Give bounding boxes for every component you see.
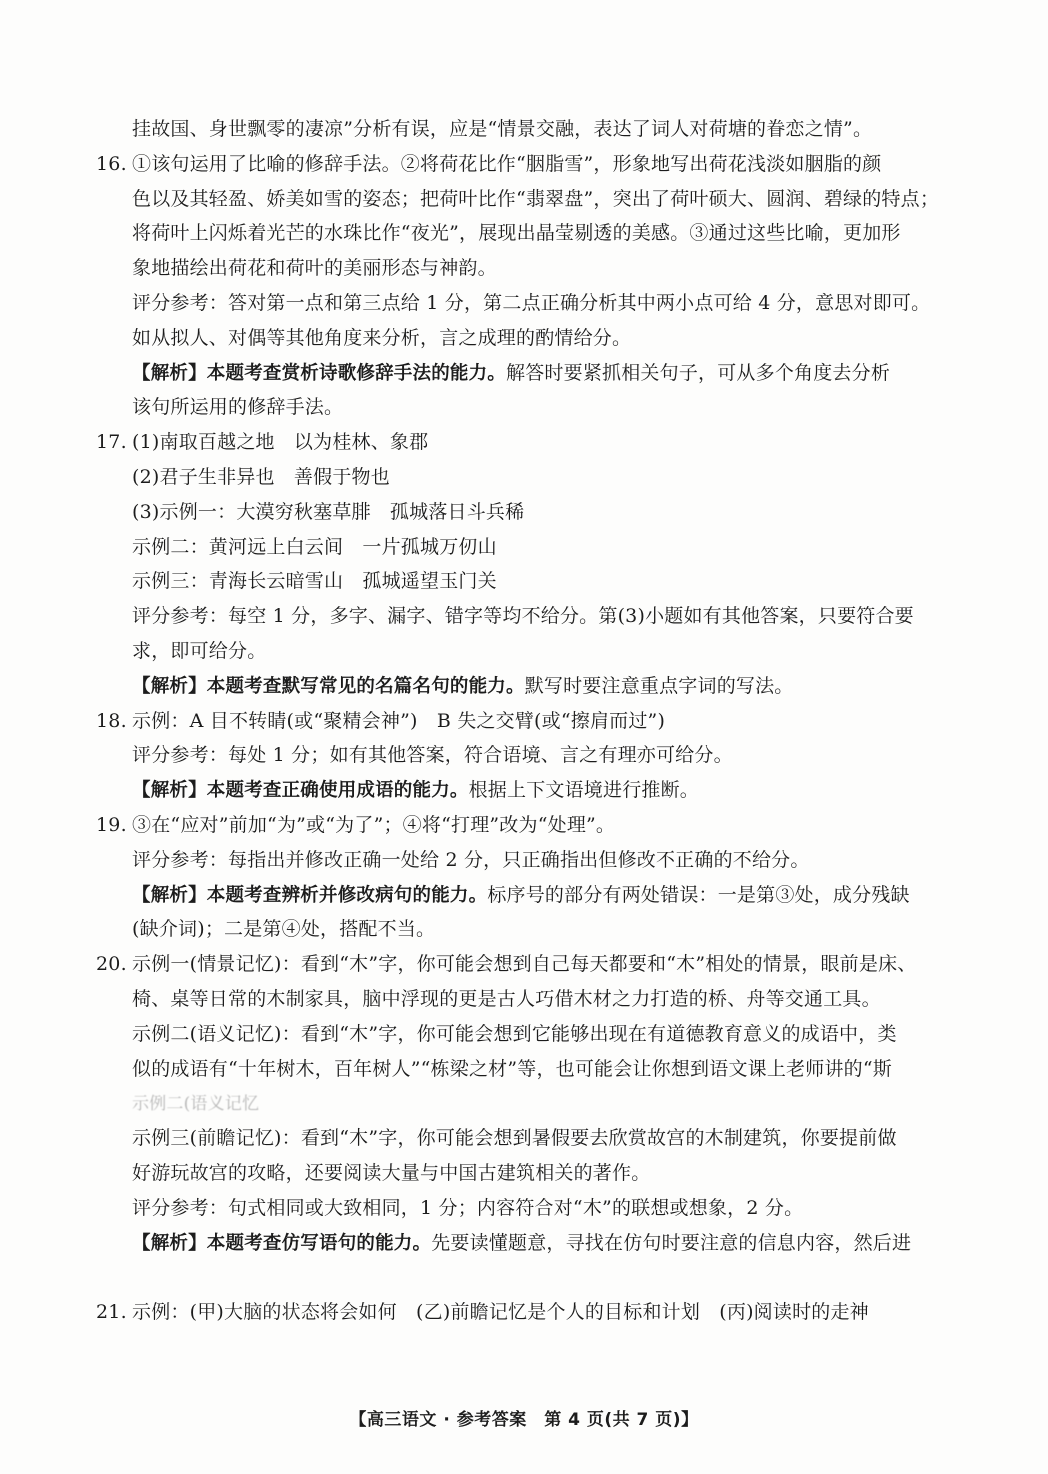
- line-text: 示例三：青海长云暗雪山 孤城遥望玉门关: [132, 570, 497, 593]
- text-line: [96, 982, 956, 1017]
- line-text: 评分参考：答对第一点和第三点给 1 分，第二点正确分析其中两小点可给 4 分，意思对即可。: [132, 291, 931, 314]
- text-line: [96, 1052, 956, 1087]
- faded-text: 示例二(语义记忆: [132, 1094, 260, 1115]
- question-number: 19.: [96, 813, 127, 836]
- text-line: [96, 738, 956, 773]
- analysis-label: 【解析】本题考查默写常见的名篇名句的能力。: [132, 675, 525, 697]
- line-text: ③在“应对”前加“为”或“为了”；④将“打理”改为“处理”。: [132, 813, 616, 836]
- text-line: [96, 251, 956, 286]
- line-text: 挂故国、身世飘零的凄凉”分析有误，应是“情景交融，表达了词人对荷塘的眷恋之情”。: [132, 118, 873, 140]
- text-line: [96, 1121, 956, 1156]
- text-line: [96, 286, 956, 321]
- text-line: [96, 773, 956, 808]
- question-number: 21.: [96, 1301, 127, 1324]
- line-text: 评分参考：句式相同或大致相同，1 分；内容符合对“木”的联想或想象，2 分。: [132, 1196, 804, 1219]
- line-text: 解答时要紧抓相关句子，可从多个角度去分析: [506, 361, 891, 384]
- question-line: [96, 808, 956, 843]
- line-text: 似的成语有“十年树木，百年树人”“栋梁之材”等，也可能会让你想到语文课上老师讲的“斯: [132, 1057, 892, 1080]
- line-text: 如从拟人、对偶等其他角度来分析，言之成理的酌情给分。: [132, 326, 632, 349]
- text-line: [96, 112, 956, 147]
- text-line: [96, 495, 956, 530]
- page-footer: 【高三语文 · 参考答案 第 4 页(共 7 页)】: [349, 1410, 699, 1430]
- line-text: 默写时要注意重点字词的写法。: [524, 674, 794, 697]
- line-text: 评分参考：每指出并修改正确一处给 2 分，只正确指出但修改不正确的不给分。: [132, 848, 810, 871]
- text-line: [96, 843, 956, 878]
- text-line: [96, 912, 956, 947]
- analysis-label: 【解析】本题考查正确使用成语的能力。: [132, 780, 469, 802]
- question-line: [96, 947, 956, 982]
- text-line: [96, 878, 956, 913]
- question-line: [96, 704, 956, 739]
- line-text: 好游玩故宫的攻略，还要阅读大量与中国古建筑相关的著作。: [132, 1161, 651, 1184]
- line-text: 示例二：黄河远上白云间 一片孤城万仞山: [132, 535, 497, 558]
- text-line: [96, 564, 956, 599]
- question-line: [96, 425, 956, 460]
- text-line: [96, 634, 956, 669]
- line-text: (3)示例一：大漠穷秋塞草腓 孤城落日斗兵稀: [132, 500, 525, 523]
- question-line: [96, 1295, 956, 1330]
- line-text: (1)南取百越之地 以为桂林、象郡: [132, 431, 429, 454]
- analysis-label: 【解析】本题考查仿写语句的能力。: [132, 1232, 432, 1254]
- line-text: (2)君子生非异也 善假于物也: [132, 465, 390, 488]
- text-line: [96, 530, 956, 565]
- line-text: ①该句运用了比喻的修辞手法。②将荷花比作“胭脂雪”，形象地写出荷花浅淡如胭脂的颜: [132, 152, 882, 175]
- question-number: 17.: [96, 431, 127, 454]
- text-line: [96, 321, 956, 356]
- line-text: 象地描绘出荷花和荷叶的美丽形态与神韵。: [132, 257, 497, 280]
- line-text: 椅、桌等日常的木制家具，脑中浮现的更是古人巧借木材之力打造的桥、舟等交通工具。: [132, 987, 881, 1010]
- line-text: 示例：(甲)大脑的状态将会如何 (乙)前瞻记忆是个人的目标和计划 (丙)阅读时的走神: [132, 1301, 869, 1324]
- line-text: 示例一(情景记忆)：看到“木”字，你可能会想到自己每天都要和“木”相处的情景，眼前是床、: [132, 953, 917, 976]
- line-text: 先要读懂题意，寻找在仿句时要注意的信息内容，然后进: [431, 1231, 912, 1254]
- question-number: 20.: [96, 953, 127, 976]
- text-line: [96, 1226, 956, 1261]
- line-text: 色以及其轻盈、娇美如雪的姿态；把荷叶比作“翡翠盘”，突出了荷叶硕大、圆润、碧绿的特点；: [132, 187, 940, 210]
- text-line: [96, 1017, 956, 1052]
- line-text: 标序号的部分有两处错误：一是第③处，成分残缺: [487, 883, 910, 906]
- answer-content: [96, 112, 956, 1330]
- line-text: 示例三(前瞻记忆)：看到“木”字，你可能会想到暑假要去欣赏故宫的木制建筑，你要提前做: [132, 1127, 897, 1150]
- line-text: 示例：A 目不转睛(或“聚精会神”) B 失之交臂(或“擦肩而过”): [132, 709, 666, 732]
- text-line: [96, 216, 956, 251]
- text-line: [96, 1086, 956, 1121]
- line-text: 根据上下文语境进行推断。: [468, 779, 700, 802]
- line-text: 示例二(语义记忆)：看到“木”字，你可能会想到它能够出现在有道德教育意义的成语中，类: [132, 1022, 897, 1045]
- text-line: [96, 669, 956, 704]
- text-line: [96, 1191, 956, 1226]
- analysis-label: 【解析】本题考查辨析并修改病句的能力。: [132, 884, 488, 906]
- text-line: [96, 182, 956, 217]
- question-number: 16.: [96, 152, 127, 175]
- text-line: [96, 599, 956, 634]
- text-line: [96, 460, 956, 495]
- text-line: [96, 390, 956, 425]
- line-text: 求，即可给分。: [132, 639, 267, 662]
- text-line: [96, 356, 956, 391]
- line-text: 评分参考：每处 1 分；如有其他答案，符合语境、言之有理亦可给分。: [132, 744, 733, 767]
- question-number: 18.: [96, 709, 127, 732]
- line-text: 将荷叶上闪烁着光芒的水珠比作“夜光”，展现出晶莹剔透的美感。③通过这些比喻，更加形: [132, 222, 901, 245]
- question-line: [96, 147, 956, 182]
- line-text: 评分参考：每空 1 分，多字、漏字、错字等均不给分。第(3)小题如有其他答案，只要符合要: [132, 605, 914, 628]
- blank-line: [96, 1260, 956, 1295]
- text-line: [96, 1156, 956, 1191]
- line-text: 该句所运用的修辞手法。: [132, 396, 344, 419]
- analysis-label: 【解析】本题考查赏析诗歌修辞手法的能力。: [132, 362, 507, 384]
- line-text: (缺介词)；二是第④处，搭配不当。: [132, 918, 436, 941]
